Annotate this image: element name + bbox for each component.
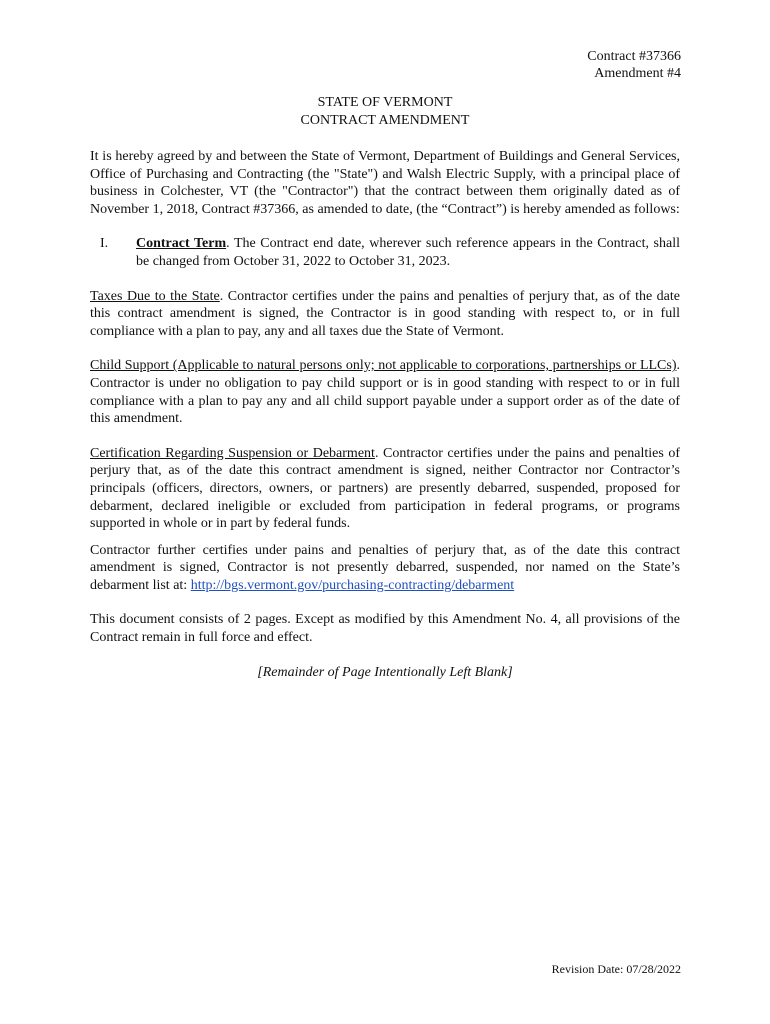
amendment-number: Amendment #4 — [594, 66, 681, 81]
intro-paragraph: It is hereby agreed by and between the State of Vermont, Department of Buildings and General Services, Office of Purchasing and Contracting (the "State") and Walsh Electric Supply, with a principal place of business in Colchester, VT (the "Contractor") that the contract between them originally dated as of November 1, 2018, Contract #37366, as amended to date, (the “Contract”) is hereby amended as follows: — [90, 149, 680, 217]
title-line-state: STATE OF VERMONT — [317, 95, 453, 110]
child-support-paragraph — [90, 357, 680, 427]
certification-heading: Certification Regarding Suspension or Debarment — [90, 445, 375, 461]
title-line-amendment: CONTRACT AMENDMENT — [300, 112, 470, 128]
document-title — [0, 94, 770, 129]
child-support-heading: Child Support (Applicable to natural persons only; not applicable to corporations, partnerships or LLCs) — [90, 358, 677, 374]
item-1-text: . The Contract end date, wherever such reference appears in the Contract, shall be changed from October 31, 2022 to October 31, 2023. — [136, 236, 680, 269]
taxes-paragraph — [90, 288, 680, 341]
contract-number: Contract #37366 — [587, 49, 681, 64]
certification-paragraph — [90, 445, 680, 533]
taxes-heading: Taxes Due to the State — [90, 288, 220, 304]
further-certification-paragraph — [90, 542, 680, 595]
item-1-paragraph — [136, 235, 680, 270]
further-text: Contractor further certifies under pains and penalties of perjury that, as of the date this contract amendment is signed, Contractor is not presently debarred, suspended, nor named on the State’s debarment list at: — [90, 542, 680, 593]
debarment-list-link[interactable]: http://bgs.vermont.gov/purchasing-contracting/debarment — [190, 577, 515, 593]
item-number: I. — [100, 236, 109, 252]
remainder-blank-note: [Remainder of Page Intentionally Left Blank] — [257, 664, 513, 680]
child-support-text: . Contractor is under no obligation to pay child support or is in good standing with respect to or in full compliance with a plan to pay any and all child support payable under a support order as of the date of this amendment. — [90, 358, 680, 427]
revision-date: Revision Date: 07/28/2022 — [551, 962, 681, 976]
document-body — [90, 148, 680, 681]
taxes-text: . Contractor certifies under the pains and penalties of perjury that, as of the date this contract amendment is signed, the Contractor is in good standing with respect to, or in full compliance with a plan to pay, any and all taxes due the State of Vermont. — [90, 288, 680, 339]
contract-header — [587, 48, 681, 82]
pages-note-paragraph: This document consists of 2 pages. Except as modified by this Amendment No. 4, all provisions of the Contract remain in full force and effect. — [90, 612, 680, 646]
item-1-heading: Contract Term — [136, 236, 227, 252]
certification-text: . Contractor certifies under the pains and penalties of perjury that, as of the date this contract amendment is signed, neither Contractor nor Contractor’s principals (officers, directors, owners, or partners) are presently debarred, suspended, proposed for debarment, declared ineligible or excluded from participation in federal programs, or programs supported in whole or in part by federal funds. — [90, 445, 680, 532]
amendment-item-1 — [90, 235, 680, 270]
